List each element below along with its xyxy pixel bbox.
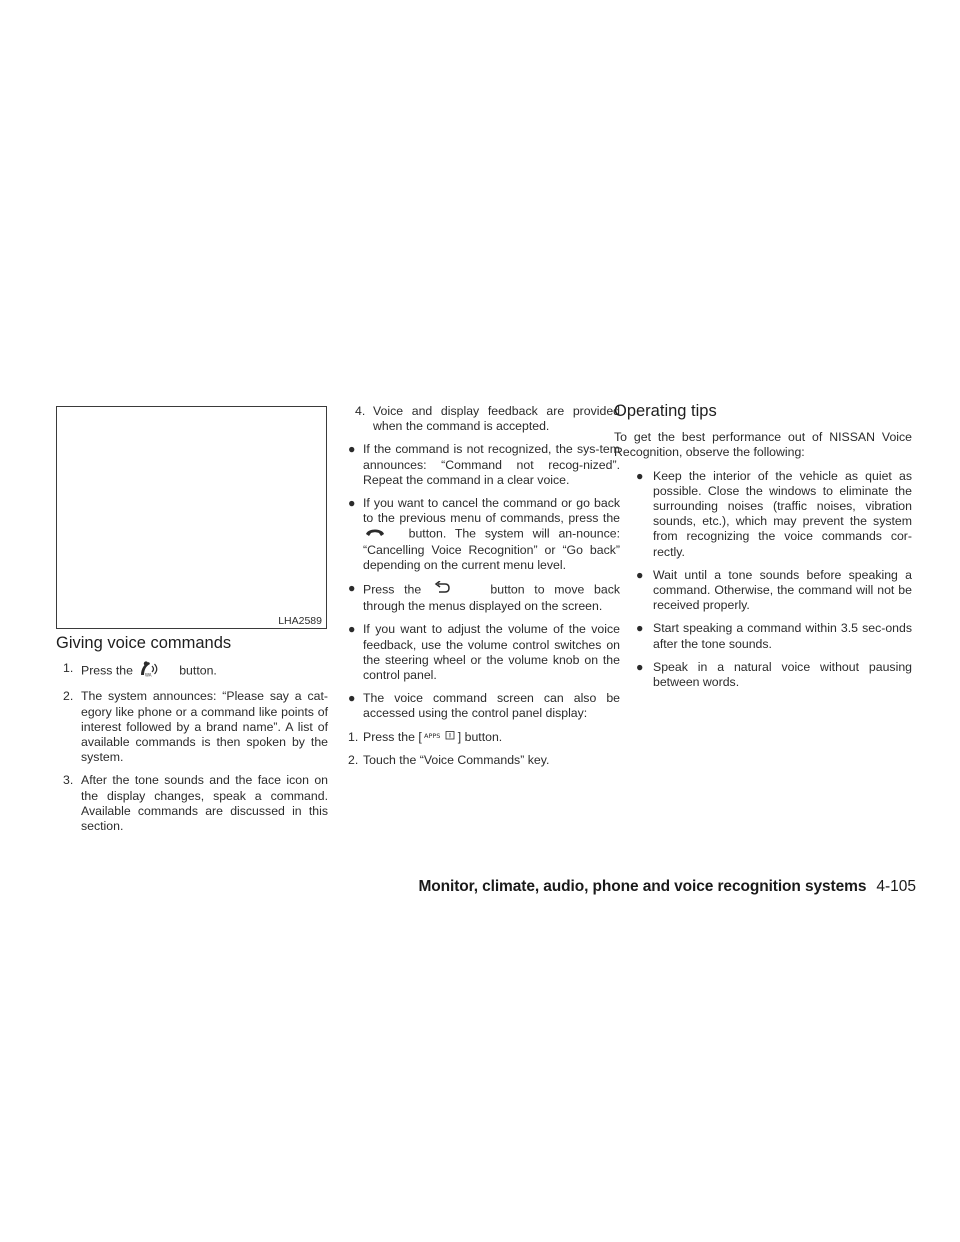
step-text-post: button.: [179, 663, 217, 678]
intro-paragraph: To get the best performance out of NISSAN Voice Recognition, observe the following:: [614, 430, 912, 460]
step-number: 2.: [63, 689, 74, 704]
substep-2: [348, 753, 620, 768]
step-number: 1.: [63, 661, 74, 676]
tip-text: Speak in a natural voice without pausing between words.: [653, 659, 912, 690]
column-right: [614, 404, 912, 698]
bullet-item: [348, 581, 620, 614]
footer-section-title: Monitor, climate, audio, phone and voice recognition systems: [418, 878, 867, 895]
bullet-text: The voice command screen can also be accessed using the control panel display:: [363, 691, 620, 721]
bullet-text-post: button to move back through the menus displayed on the screen.: [363, 582, 620, 614]
bullet-marker: ●: [348, 442, 356, 457]
bullet-text-pre: If you want to cancel the command or go back to the previous menu of commands, press the: [363, 496, 620, 526]
bullet-text: If the command is not recognized, the sys-tem announces: “Command not recog-nized”. Repeat the command in a clear voice.: [363, 442, 620, 487]
step-3: [56, 773, 328, 834]
tip-text: Keep the interior of the vehicle as quiet as possible. Close the windows to eliminate the surrounding noises (traffic noises, vibration sounds, etc.), which may prevent the system from recognizing the voice commands cor-rectly.: [653, 468, 912, 559]
bullet-marker: ●: [636, 659, 644, 674]
step-text-pre: Press the: [81, 663, 133, 678]
bullet-text-post: button. The system will an-nounce: “Cancelling Voice Recognition” or “Go back” depending on the current menu level.: [363, 526, 620, 572]
column-middle: [348, 404, 620, 776]
page-footer: [418, 878, 916, 896]
step-text-pre: Press the [: [363, 729, 422, 744]
step-text: Voice and display feedback are provided when the command is accepted.: [373, 404, 620, 434]
bullet-item: [348, 622, 620, 683]
step-text: After the tone sounds and the face icon on the display changes, speak a command. Available commands are discussed in this section.: [81, 773, 328, 834]
figure-id: LHA2589: [278, 615, 322, 627]
tip-item: [614, 568, 912, 614]
step-number: 2.: [348, 753, 359, 767]
apps-button-icon: [424, 730, 456, 745]
bullet-text-pre: Press the: [363, 582, 422, 597]
step-text: The system announces: “Please say a cat-egory like phone or a command like points of interest followed by a brand name”. A list of available commands is then spoken by the system.: [81, 689, 328, 765]
page-number: 4-105: [876, 878, 916, 895]
bullet-item: [348, 442, 620, 488]
tip-item: [614, 660, 912, 690]
step-2: [56, 689, 328, 765]
heading-giving-voice-commands: Giving voice commands: [56, 634, 232, 652]
bullet-marker: ●: [348, 496, 356, 511]
heading-operating-tips: Operating tips: [614, 402, 717, 420]
bullet-item: [348, 691, 620, 721]
svg-text:WA: WA: [145, 672, 152, 678]
step-number: 1.: [348, 729, 359, 744]
talk-icon: [138, 661, 164, 681]
back-arrow-icon: [433, 581, 451, 599]
column-left: [56, 636, 328, 842]
bullet-marker: ●: [348, 581, 356, 596]
tip-item: [614, 469, 912, 560]
step-1: [56, 661, 328, 681]
bullet-marker: ●: [636, 621, 644, 636]
substep-1: [348, 730, 620, 745]
step-text: Touch the “Voice Commands” key.: [363, 753, 550, 767]
bullet-text: If you want to adjust the volume of the voice feedback, use the volume control switches on the steering wheel or the volume knob on the control panel.: [363, 622, 620, 683]
step-4: [348, 404, 620, 434]
tip-text: Wait until a tone sounds before speaking a command. Otherwise, the command will not be received properly.: [653, 567, 912, 613]
phone-hangup-icon: [365, 526, 385, 542]
bullet-marker: ●: [348, 622, 356, 637]
step-text-post: ] button.: [457, 729, 503, 744]
step-number: 4.: [355, 404, 366, 418]
illustration-figure: [56, 406, 327, 629]
tip-item: [614, 621, 912, 651]
bullet-marker: ●: [636, 468, 644, 483]
bullet-marker: ●: [636, 567, 644, 582]
apps-icon-label: APPS: [423, 731, 441, 740]
tip-text: Start speaking a command within 3.5 sec-onds after the tone sounds.: [653, 621, 912, 651]
step-number: 3.: [63, 773, 74, 788]
bullet-marker: ●: [348, 691, 356, 706]
bullet-item: [348, 496, 620, 573]
